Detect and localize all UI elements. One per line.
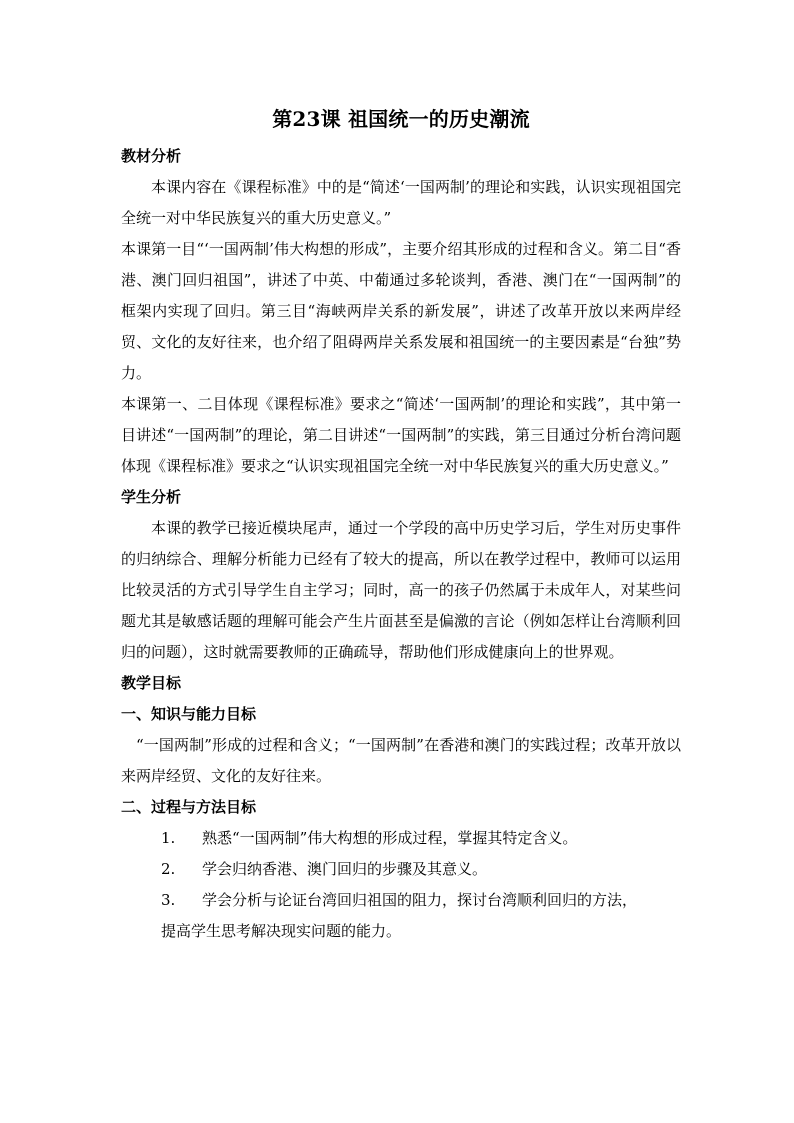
section-heading-textbook-analysis: 教材分析	[121, 147, 182, 165]
list-item-text: 学会归纳香港、澳门回归的步骤及其意义。	[202, 860, 488, 878]
subheading-knowledge-ability: 一、知识与能力目标	[121, 705, 257, 723]
list-item-text: 学会分析与论证台湾回归祖国的阻力，探讨台湾顺利回归的方法，	[202, 891, 638, 909]
subheading-process-method: 二、过程与方法目标	[121, 798, 257, 816]
paragraph-standard-mapping: 本课第一、二目体现《课程标准》要求之“简述‘一国两制’的理论和实践”，其中第一目讲述“一国两制”的理论，第二目讲述“一国两制”的实践，第三目通过分析台湾问题体现《课程标准》要求之“认识实现祖国完全统一对中华民族复兴的重大历史意义。”	[121, 395, 681, 475]
document-body	[121, 105, 681, 947]
list-item-number: 2.	[161, 860, 176, 878]
list-item-number: 3.	[161, 891, 176, 909]
list-item-continuation	[121, 916, 681, 947]
section-heading-teaching-goals: 教学目标	[121, 674, 182, 692]
page-title: 第23课 祖国统一的历史潮流	[272, 107, 530, 131]
paragraph-curriculum-standard: 本课内容在《课程标准》中的是“简述‘一国两制’的理论和实践，认识实现祖国完全统一对中华民族复兴的重大历史意义。”	[121, 178, 681, 227]
list-item-text: 熟悉“一国两制”伟大构想的形成过程，掌握其特定含义。	[202, 829, 578, 847]
list-item	[121, 885, 681, 916]
list-item	[121, 854, 681, 885]
paragraph-student-analysis: 本课的教学已接近模块尾声，通过一个学段的高中历史学习后，学生对历史事件的归纳综合、理解分析能力已经有了较大的提高，所以在教学过程中，教师可以运用比较灵活的方式引导学生自主学习；同时，高一的孩子仍然属于未成年人，对某些问题尤其是敏感话题的理解可能会产生片面甚至是偏激的言论（例如怎样让台湾顺利回归的问题），这时就需要教师的正确疏导，帮助他们形成健康向上的世界观。	[121, 519, 681, 661]
paragraph-lesson-structure: 本课第一目“‘一国两制’伟大构想的形成”，主要介绍其形成的过程和含义。第二目“香港、澳门回归祖国”，讲述了中英、中葡通过多轮谈判，香港、澳门在“一国两制”的框架内实现了回归。第三目“海峡两岸关系的新发展”，讲述了改革开放以来两岸经贸、文化的友好往来，也介绍了阻碍两岸关系发展和祖国统一的主要因素是“台独”势力。	[121, 240, 681, 382]
list-item-text-continuation: 提高学生思考解决现实问题的能力。	[161, 922, 402, 940]
process-goals-list	[121, 823, 681, 947]
list-item	[121, 823, 681, 854]
list-item-number: 1.	[161, 829, 176, 847]
section-heading-student-analysis: 学生分析	[121, 488, 182, 506]
paragraph-knowledge-goals: “一国两制”形成的过程和含义；“一国两制”在香港和澳门的实践过程；改革开放以来两岸经贸、文化的友好往来。	[121, 736, 681, 785]
